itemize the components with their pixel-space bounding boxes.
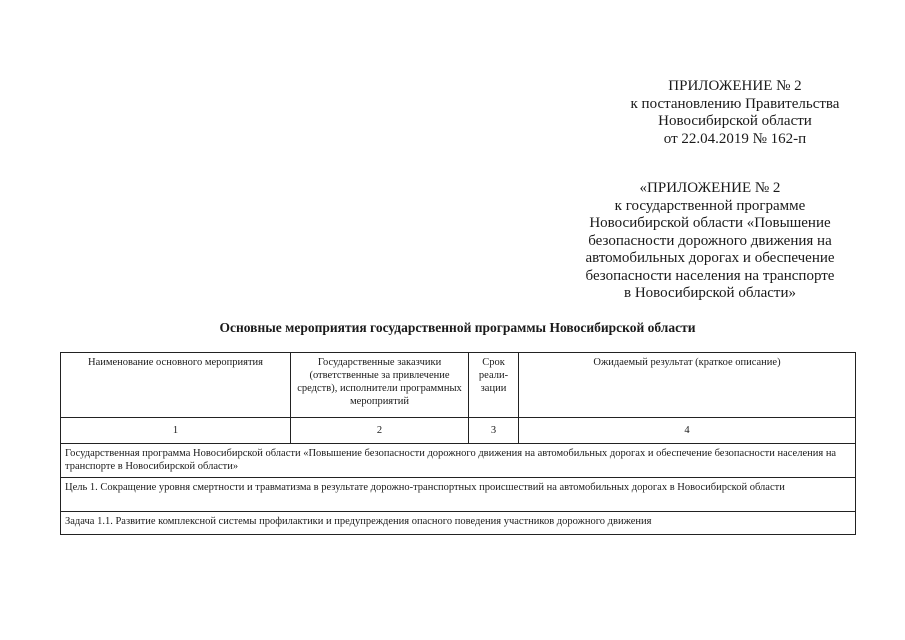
table-row-task: [61, 512, 856, 535]
column-number: 3: [469, 418, 519, 444]
goal-cell: Цель 1. Сокращение уровня смертности и травматизма в результате дорожно-транспортных происшествий на автомобильных дорогах в Новосибирской области: [61, 478, 856, 512]
program-cell: Государственная программа Новосибирской области «Повышение безопасности дорожного движения на автомобильных дорогах и обеспечение безопасности населения на транспорте в Новосибирской области»: [61, 444, 856, 478]
column-header-result: Ожидаемый результат (краткое описание): [519, 353, 856, 418]
annex-program-line: в Новосибирской области»: [624, 285, 796, 301]
annex-resolution-block: [610, 78, 860, 148]
annex-program-line: к государственной программе: [614, 197, 806, 214]
annex-program-line: «ПРИЛОЖЕНИЕ № 2: [639, 180, 781, 196]
column-header-term: Срок реали-зации: [469, 353, 519, 418]
annex-program-line: Новосибирской области «Повышение: [589, 215, 831, 231]
column-number: 2: [291, 418, 469, 444]
annex-resolution-line: от 22.04.2019 № 162-п: [663, 130, 807, 147]
annex-resolution-line: Новосибирской области: [658, 113, 812, 129]
table-header-row: [61, 353, 856, 418]
annex-resolution-line: к постановлению Правительства: [630, 95, 840, 112]
annex-program-block: [560, 180, 860, 303]
annex-program-line: безопасности населения на транспорте: [585, 267, 835, 284]
column-number-row: [61, 418, 856, 444]
column-number: 4: [519, 418, 856, 444]
measures-table: [60, 352, 856, 535]
table-row-goal: [61, 478, 856, 512]
table-row-program: [61, 444, 856, 478]
annex-program-line: безопасности дорожного движения на: [588, 232, 832, 249]
task-cell: Задача 1.1. Развитие комплексной системы профилактики и предупреждения опасного поведения участников дорожного движения: [61, 512, 856, 535]
column-header-measure: Наименование основного мероприятия: [61, 353, 291, 418]
column-header-customers: Государственные заказчики (ответственные за привлечение средств), исполнители программных мероприятий: [291, 353, 469, 418]
annex-resolution-line: ПРИЛОЖЕНИЕ № 2: [668, 78, 802, 94]
annex-program-line: автомобильных дорогах и обеспечение: [585, 250, 835, 266]
column-number: 1: [61, 418, 291, 444]
document-title: Основные мероприятия государственной программы Новосибирской области: [219, 320, 696, 335]
